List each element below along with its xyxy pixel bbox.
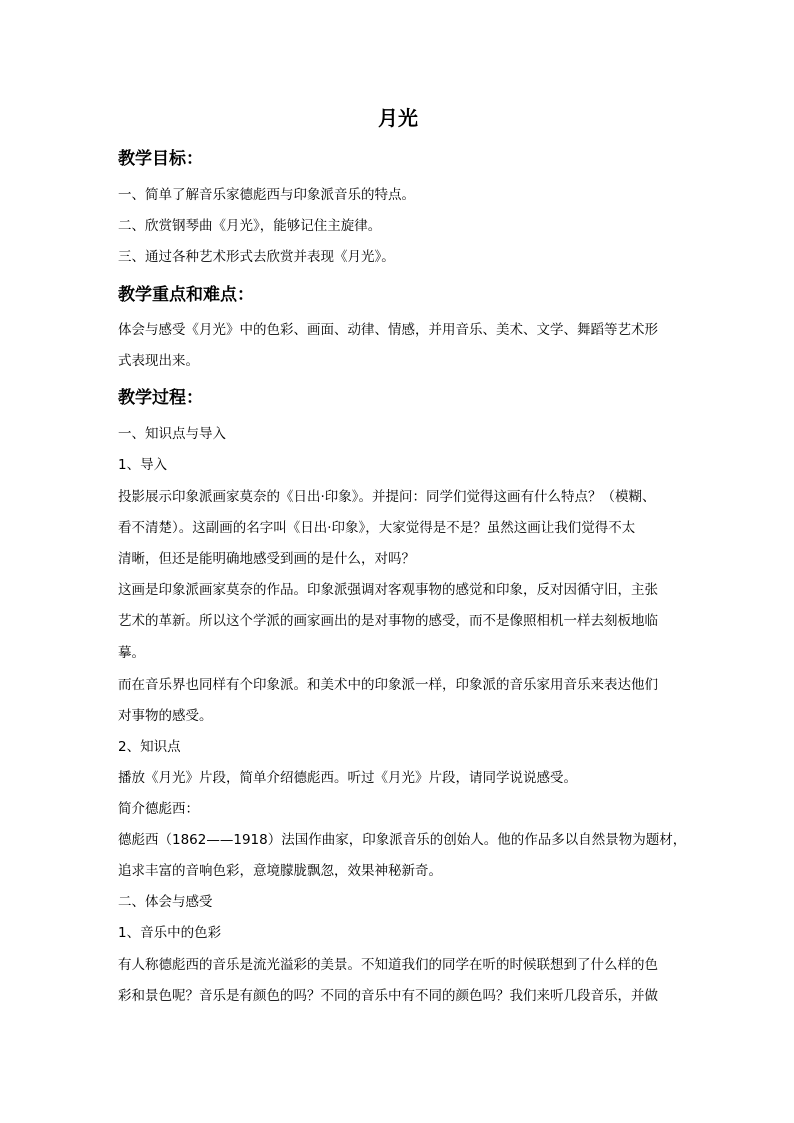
process-line: 简介德彪西： [118,801,199,817]
process-line: 清晰，但还是能明确地感受到画的是什么，对吗？ [118,551,415,567]
keypoints-line-1: 体会与感受《月光》中的色彩、画面、动律、情感，并用音乐、美术、文学、舞蹈等艺术形 [118,322,658,338]
process-line: 2、知识点 [118,739,181,755]
heading-process: 教学过程： [118,388,203,408]
process-line: 艺术的革新。所以这个学派的画家画出的是对事物的感受，而不是像照相机一样去刻板地临 [118,613,658,629]
process-line: 播放《月光》片段，简单介绍德彪西。听过《月光》片段，请同学说说感受。 [118,770,577,786]
process-line: 1、导入 [118,457,168,473]
process-line: 1、音乐中的色彩 [118,925,222,941]
process-line: 这画是印象派画家莫奈的作品。印象派强调对客观事物的感觉和印象，反对因循守旧，主张 [118,582,658,598]
process-line: 而在音乐界也同样有个印象派。和美术中的印象派一样，印象派的音乐家用音乐来表达他们 [118,677,658,693]
process-line: 看不清楚）。这副画的名字叫《日出·印象》，大家觉得是不是？虽然这画让我们觉得不太 [118,520,636,536]
process-line: 二、体会与感受 [118,894,213,910]
process-line: 对事物的感受。 [118,708,213,724]
page-title: 月光 [378,106,418,130]
process-line: 彩和景色呢？音乐是有颜色的吗？不同的音乐中有不同的颜色吗？我们来听几段音乐，并做 [118,988,658,1004]
goal-item-1: 一、简单了解音乐家德彪西与印象派音乐的特点。 [118,187,415,203]
goal-item-2: 二、欣赏钢琴曲《月光》，能够记住主旋律。 [118,218,382,234]
process-line: 投影展示印象派画家莫奈的《日出·印象》。并提问：同学们觉得这画有什么特点？（模糊、 [118,489,656,505]
process-line: 追求丰富的音响色彩，意境朦胧飘忽，效果神秘新奇。 [118,863,442,879]
heading-keypoints: 教学重点和难点： [118,285,254,305]
process-line: 有人称德彪西的音乐是流光溢彩的美景。不知道我们的同学在听的时候联想到了什么样的色 [118,957,658,973]
keypoints-line-2: 式表现出来。 [118,353,199,369]
process-line: 摹。 [118,645,145,661]
process-line: 德彪西（1862——1918）法国作曲家，印象派音乐的创始人。他的作品多以自然景物为题材， [118,832,687,848]
process-line: 一、知识点与导入 [118,426,226,442]
goal-item-3: 三、通过各种艺术形式去欣赏并表现《月光》。 [118,249,395,265]
heading-goals: 教学目标： [118,149,203,169]
